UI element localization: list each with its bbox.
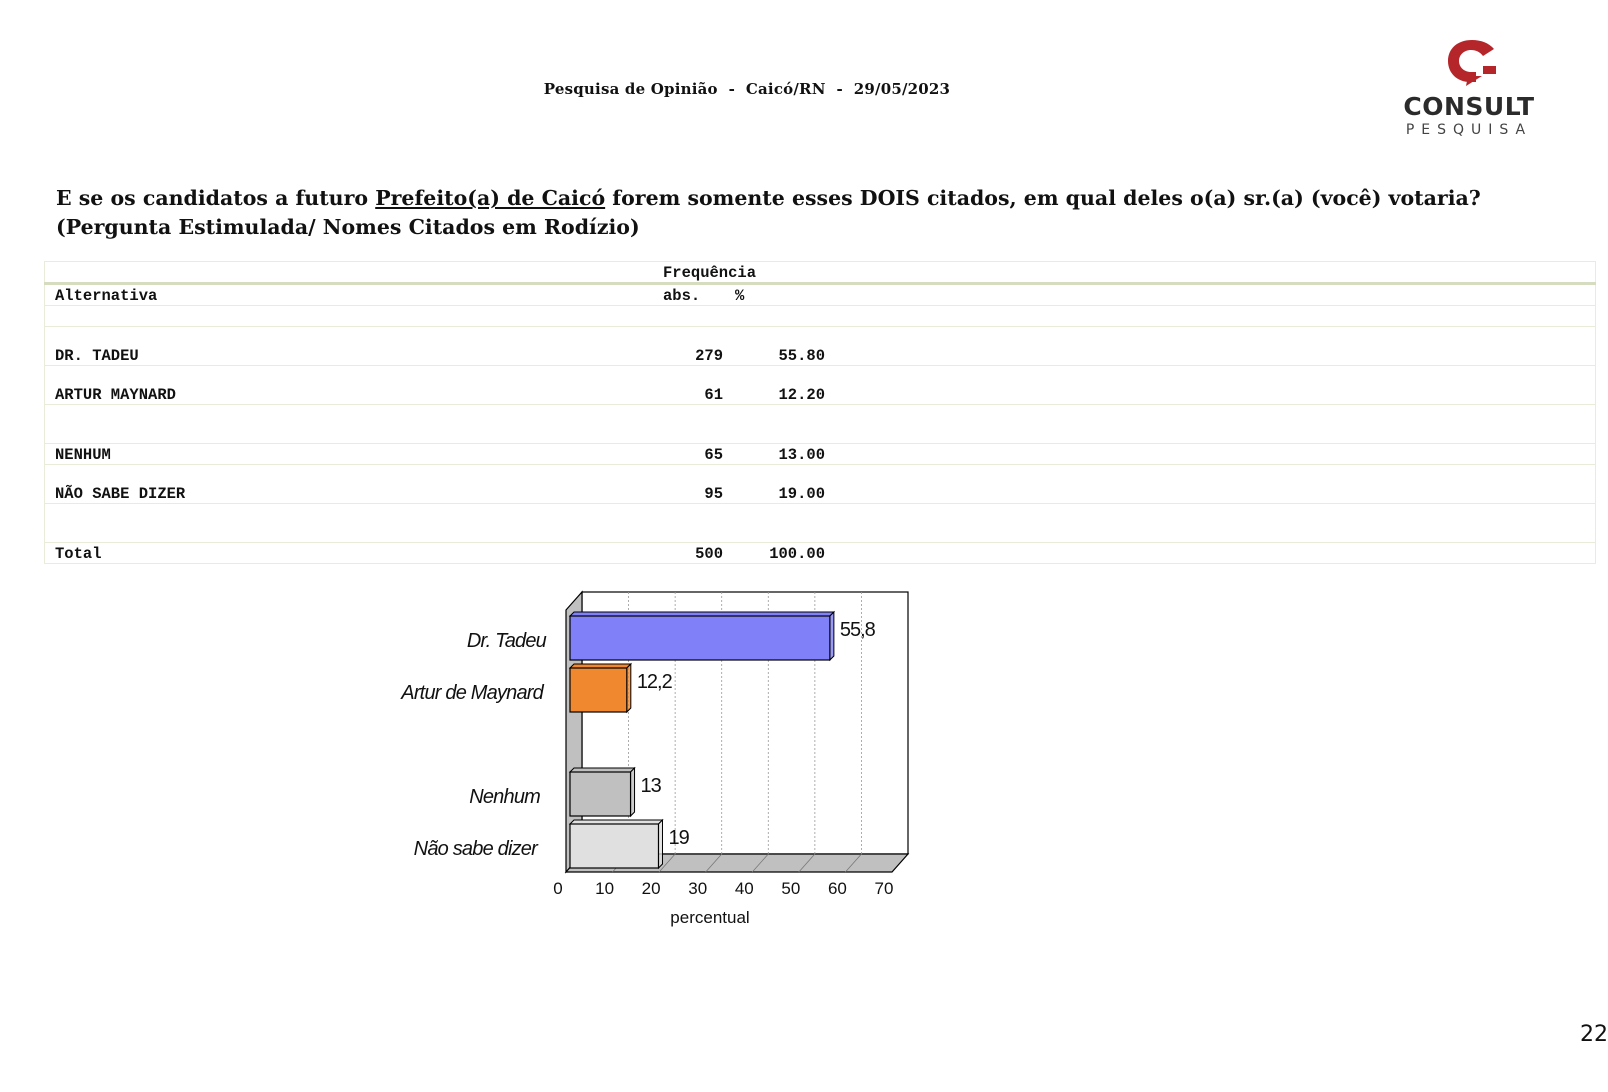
logo-brand-text: CONSULT: [1403, 92, 1535, 121]
x-tick-label: 30: [688, 879, 708, 898]
category-label: Nenhum: [469, 786, 540, 808]
table-row: NENHUM 65 13.00: [45, 444, 1596, 465]
data-label: 13: [640, 775, 661, 797]
page-number: 22: [1580, 1022, 1608, 1047]
question-line2: (Pergunta Estimulada/ Nomes Citados em Rodízio): [56, 215, 640, 239]
x-axis-label: percentual: [670, 908, 750, 927]
table-spacer-row: [45, 405, 1596, 444]
category-label: Não sabe dizer: [413, 838, 537, 860]
bar: [570, 824, 658, 868]
x-tick-label: 60: [827, 879, 847, 898]
x-tick-label: 20: [641, 879, 661, 898]
table-row: ARTUR MAYNARD 61 12.20: [45, 366, 1596, 405]
data-label: 55,8: [839, 619, 875, 641]
table-row: NÃO SABE DIZER 95 19.00: [45, 465, 1596, 504]
table-group-header-row: [45, 262, 1596, 284]
x-tick-label: 10: [595, 879, 615, 898]
x-tick-label: 0: [553, 879, 563, 898]
data-label: 19: [668, 827, 689, 849]
column-header-alternativa: Alternativa: [45, 284, 646, 306]
table-total-row: Total 500 100.00: [45, 543, 1596, 564]
column-header-pct: %: [729, 284, 825, 306]
data-label: 12,2: [636, 671, 672, 693]
speech-bubble-c-icon: [1442, 36, 1502, 88]
category-label: Artur de Maynard: [401, 682, 543, 704]
x-tick-label: 40: [734, 879, 754, 898]
bar: [570, 772, 631, 816]
question-prefix: E se os candidatos a futuro: [56, 186, 376, 210]
bar: [570, 616, 830, 660]
table-spacer-row: [45, 504, 1596, 543]
report-header-title: Pesquisa de Opinião - Caicó/RN - 29/05/2023: [543, 80, 951, 98]
category-label: Dr. Tadeu: [466, 630, 546, 652]
table-column-header-row: [45, 284, 1596, 306]
x-tick-label: 50: [781, 879, 801, 898]
table-spacer-row: [45, 306, 1596, 327]
table-row: DR. TADEU 279 55.80: [45, 327, 1596, 366]
question-suffix: forem somente esses DOIS citados, em qual deles o(a) sr.(a) (você) votaria?: [605, 186, 1481, 210]
column-header-abs: abs.: [645, 284, 729, 306]
question-underlined: Prefeito(a) de Caicó: [375, 186, 606, 210]
consult-logo: [1394, 36, 1544, 140]
survey-question: [56, 184, 1556, 242]
x-tick-label: 70: [874, 879, 894, 898]
logo-sub-text: PESQUISA: [1405, 122, 1533, 138]
bar: [570, 668, 627, 712]
horizontal-bar-chart: [360, 580, 920, 950]
group-header-frequencia: Frequência: [645, 262, 825, 284]
frequency-table: [44, 261, 1596, 564]
